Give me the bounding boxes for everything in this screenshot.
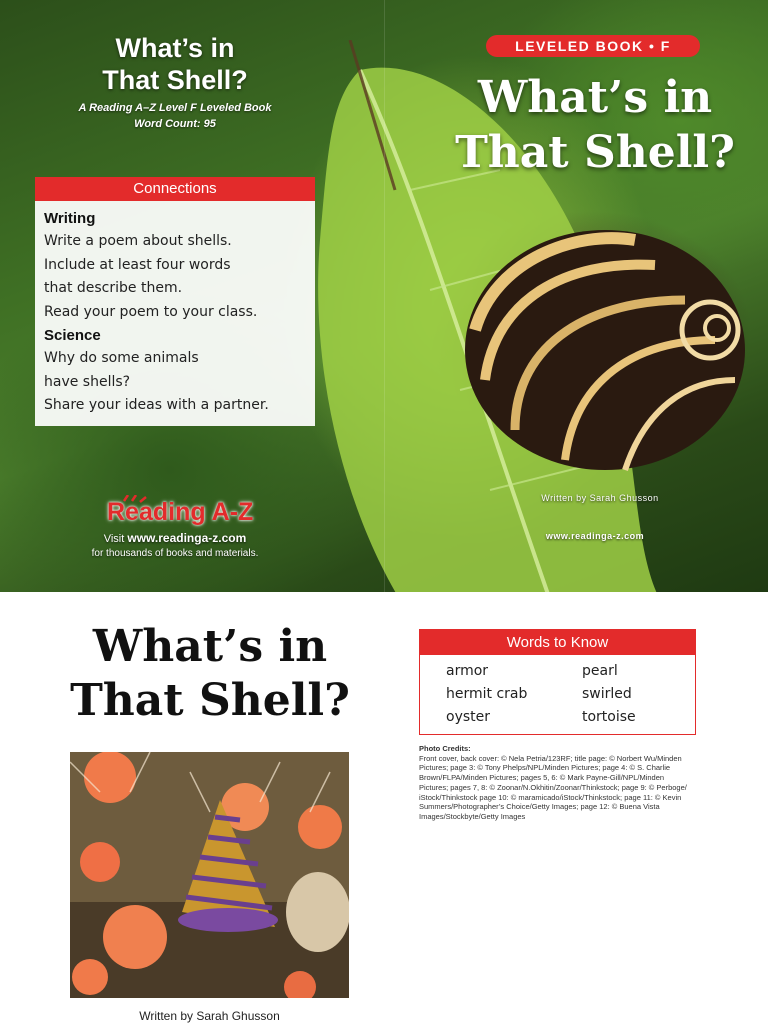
sea-snail-image [70,752,349,998]
science-line: have shells? [44,373,131,390]
vocab-word: tortoise [582,709,636,725]
sea-snail-photo [70,752,349,998]
reading-az-logo-text: Reading A-Z [107,498,254,526]
photo-credit-line: Brown/FLPA/Minden Pictures; pages 5, 6: © Mark Payne-Gill/NPL/Minden [419,773,665,783]
words-to-know-header: Words to Know [420,630,695,655]
writing-line: Write a poem about shells. [44,233,232,249]
page-fold [384,0,385,592]
writing-line: that describe them. [44,280,183,296]
science-heading: Science [44,327,101,344]
front-cover-title [455,70,735,180]
title-page-author: Written by Sarah Ghusson [139,1009,280,1023]
title-page-line1: What’s in [92,621,328,672]
title-page-line2: That Shell? [70,675,350,726]
front-title-line2: That Shell? [455,127,735,178]
vocab-word: armor [446,663,489,679]
vocab-word: hermit crab [446,686,528,702]
writing-line: Read your poem to your class. [44,303,258,320]
back-title-line1: What’s in [115,33,235,63]
back-title-line2: That Shell? [102,65,248,95]
front-cover-url-link[interactable]: www.readinga-z.com [545,531,645,541]
photo-credit-line: iStock/Thinkstock page 10: © maramicado/iStock/Thinkstock; page 11: © Kevin [419,792,682,802]
back-cover-subtitle: A Reading A–Z Level F Leveled Book [78,102,272,114]
science-line: Share your ideas with a partner. [44,397,269,413]
photo-credits-heading: Photo Credits: [419,744,471,753]
photo-credit-line: Pictures; pages 7, 8: © Zoonar/N.Okhitin/Zoonar/Thinkstock; page 9: © Perboge/ [419,782,687,792]
thousands-line: for thousands of books and materials. [91,548,259,559]
vocab-word: swirled [582,686,632,702]
writing-line: Include at least four words [44,256,231,273]
photo-credit-line: Images/Stockbyte/Getty Images [419,811,526,821]
photo-credit-line: Front cover, back cover: © Nela Petria/123RF; title page: © Norbert Wu/Minden [419,753,682,763]
word-count: Word Count: 95 [134,118,216,130]
front-cover-author: Written by Sarah Ghusson [541,493,659,503]
title-page-title [60,620,360,728]
connections-header: Connections [35,177,315,201]
snail-shell-image [455,220,745,485]
visit-line [60,531,290,547]
connections-panel [35,177,315,426]
leveled-book-badge: LEVELED BOOK • F [486,35,700,57]
back-cover-title [40,32,310,96]
front-title-line1: What’s in [477,72,713,123]
writing-heading: Writing [44,210,96,227]
words-to-know-box [419,629,696,735]
vocab-word: pearl [582,663,618,679]
science-line: Why do some animals [44,350,199,366]
photo-credits [419,744,704,822]
photo-credit-line: Summers/Photographer’s Choice/Getty Images; page 12: © Buena Vista [419,802,660,812]
photo-credit-line: Pictures; page 3: © Tony Phelps/NPL/Minden Pictures; page 4: © S. Charlie [419,763,671,773]
vocab-word: oyster [446,709,491,725]
visit-prefix: Visit [103,533,128,545]
visit-url-link[interactable]: www.readinga-z.com [127,531,247,545]
